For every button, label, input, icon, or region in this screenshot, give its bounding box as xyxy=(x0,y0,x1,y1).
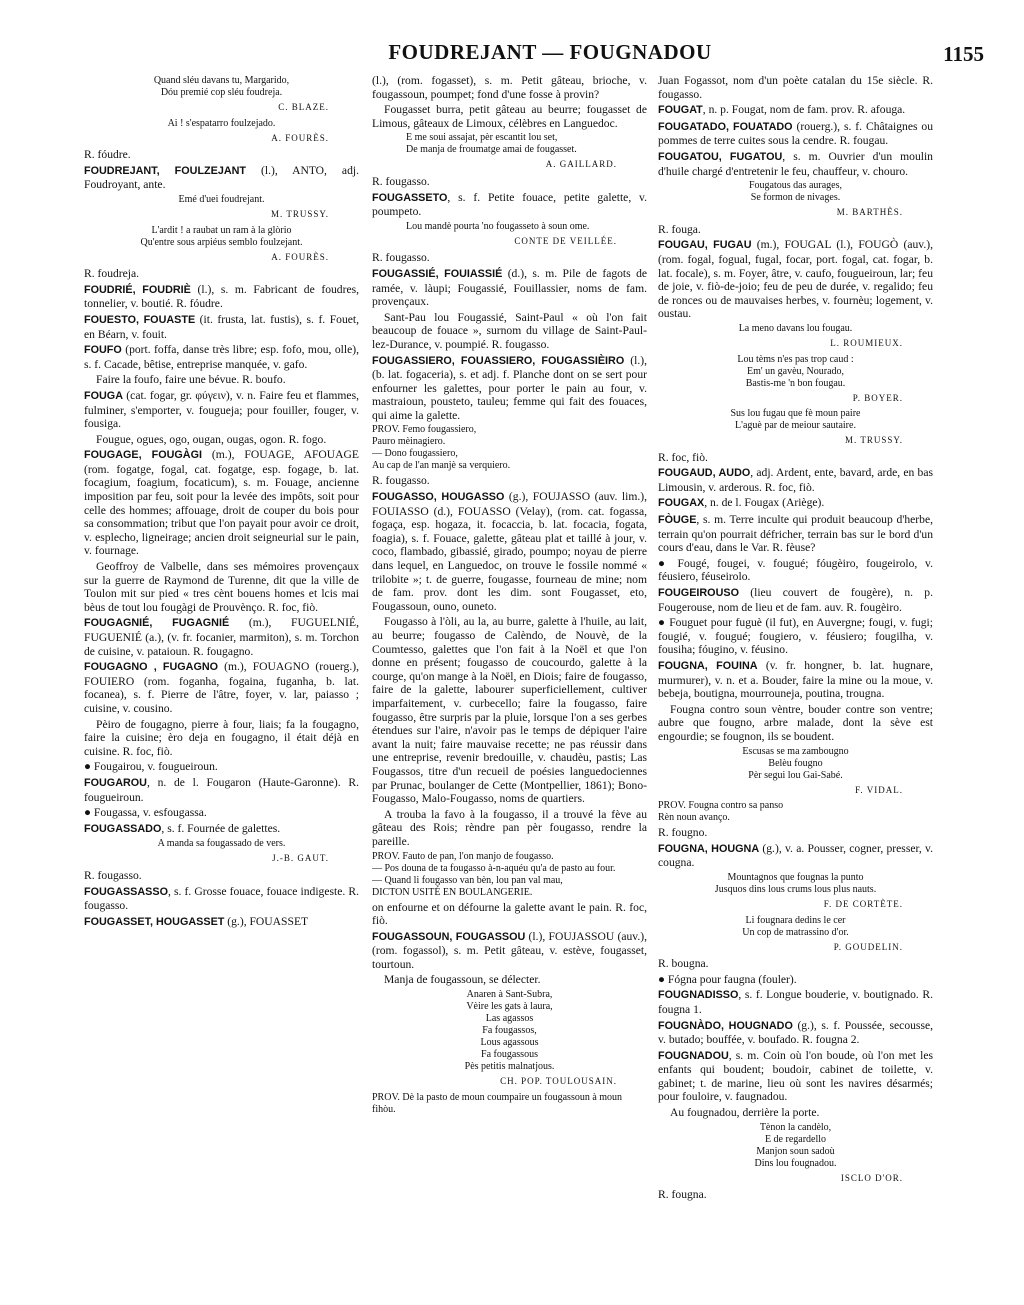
entry-headword: FOUGAGNO , FUGAGNO xyxy=(84,661,219,674)
paragraph: Fougna contro soun vèntre, bouder contre son ventre; aubre que fougno, arbre malade, dont la sève est engourdie; se fougnon, ils se boudent. xyxy=(658,702,933,743)
paragraph: R. fougasso. xyxy=(372,251,430,265)
verse-quote: Emé d'uei foudrejant. xyxy=(178,193,265,205)
entry-definition: , n. de l. Fougaron (Haute-Garonne). R. fougueiroun. xyxy=(84,775,359,804)
entry-headword: FOUGAU, FUGAU xyxy=(658,239,752,252)
entry-headword: FÒUGE xyxy=(658,514,697,527)
dictionary-entry xyxy=(84,389,359,431)
paragraph: Pèiro de fougagno, pierre à four, liais; fa la fougagno, faire la cuisine; èro deja en fougagno, il était déjà en cuisine. R. foc, fiò. xyxy=(84,717,359,758)
entry-definition: (g.), FOUASSET xyxy=(224,914,309,928)
quote-attribution: A. GAILLARD. xyxy=(545,159,617,170)
entry-headword: FOUGASSOUN, FOUGASSOU xyxy=(372,930,526,943)
verse-quote: A manda sa fougassado de vers. xyxy=(157,838,286,850)
entry-headword: FOUGASSO, HOUGASSO xyxy=(372,491,505,504)
dictionary-entry xyxy=(84,776,359,804)
entry-definition: (m.), FOUGAL (l.), FOUGÒ (auv.), (rom. fogal, fogual, fugal, focar, port. fogal, cat. fogar, b. lat. focale), s. m. Foyer, âtre, v. caufo, fougueiroun, lar; feu de joie, v. fiò-de-joio; feu de peu de durée, v. regalido; feu de ronces ou de mauvaises herbes, v. fournèu; logement, v. oustau. xyxy=(658,238,933,321)
quote-attribution: CH. POP. TOULOUSAIN. xyxy=(500,1076,617,1087)
quote-attribution: M. TRUSSY. xyxy=(271,208,329,219)
paragraph: R. fougasso. xyxy=(372,474,430,488)
quote-attribution: J.-B. GAUT. xyxy=(272,853,329,864)
dictionary-entry xyxy=(658,988,933,1016)
paragraph: Fougasso à l'òli, au la, au burre, galette à l'huile, au lait, au beurre; fougasso de Calèndo, de Nouvè, de la Coumtesso, galettes que l'on fait à la Noël et que l'on donne en présent; fougasso de coucourdo, galette à la courge, qu'on mange à la Noël, en Diois; faire de fougasso, faire de la galette, labourer superficiellement, cultiver imparfaitement, v. curbecello; faire la fougasso, faire fougasso, être surpris par la pluie, lorsque l'on a ses gerbes étendues sur l'aire, n'avoir pas le temps de dépiquer l'aire avant la nuit; faire mauvaise recette; ne pas réussir dans une entreprise, revenir bredouille, v. chaudèu, pastis; Las Fougassos, titre d'un recueil de poésies languedociennes par Prunac, boulanger de Cette (Montpellier, 1861); Bono-Fougasso, Malo-Fougasso, noms de quartiers. xyxy=(372,615,647,806)
entry-headword: FOUGASSETO xyxy=(372,191,448,204)
proverb: PROV. Fougna contro sa panso Rèn noun avanço. xyxy=(658,800,784,824)
paragraph: R. foudreja. xyxy=(84,267,140,281)
paragraph: R. fóudre. xyxy=(84,148,131,162)
dictionary-entry xyxy=(658,842,933,870)
paragraph: R. bougna. xyxy=(658,957,709,971)
quote-attribution: L. ROUMIEUX. xyxy=(830,337,903,348)
dictionary-entry xyxy=(84,164,359,192)
dictionary-entry xyxy=(658,513,933,555)
entry-headword: FOUDRIÉ, FOUDRIÈ xyxy=(84,283,191,296)
quote-attribution: A. FOURÈS. xyxy=(271,251,329,262)
entry-definition: (g.), FOUJASSO (auv. lim.), FOUIASSO (d.), FOUASSO (Velay), (rom. cat. fogassa, fogaça, esp. hogaza, it. focaccia, b. lat. focacia, fogata, foagia), s. f. Fouace, galette, gâteau plat et taillé à jour, v. coco, flambado, gibassié, girado, poumpo; noyau de pierre dans lequel, en Languedoc, on trouve le fossile nommé « trilobite »; t. de guerre, fougasse, fourneau de mine; nom de fam. prov. dont les dim. sont Fougasset, eto, Fougassoun, ouno, ouneto. xyxy=(372,490,647,613)
paragraph: A trouba la favo à la fougasso, il a trouvé la fève au gâteau des Rois; rèndre pan pèr fougasso, rendre la pareille. xyxy=(372,807,647,848)
entry-headword: FOUGNADISSO xyxy=(658,989,739,1002)
dictionary-entry xyxy=(658,150,933,178)
entry-headword: FOUFO xyxy=(84,344,122,357)
dictionary-entry xyxy=(84,616,359,658)
entry-definition: (m.), FOUAGE, AFOUAGE (rom. fogatge, fogal, cat. fogatge, esp. fogage, b. lat. focagium, foagium, focaticum), s. m. Fouage, ancienne imposition par feu, soit pour la levée des impôts, soit pour celle des hommes; affouage, droit de couper du bois pour sa consommation; tribut que l'on payait pour avoir ce droit, v. esplecho, ligneirage; ancien droit seigneurial sur le pain, v. fournage. xyxy=(84,448,359,558)
dictionary-entry xyxy=(658,1049,933,1104)
page-number: 1155 xyxy=(943,42,984,66)
verse-quote: Ai ! s'espatarro foulzejado. xyxy=(167,117,276,129)
entry-definition: (it. frusta, lat. fustis), s. f. Fouet, en Béarn, v. fouit. xyxy=(84,312,359,341)
verse-quote: Tènon la candèlo, E de regardello Manjon soun sadoù Dins lou fougnadou. xyxy=(754,1121,837,1169)
quote-attribution: A. FOURÈS. xyxy=(271,132,329,143)
paragraph: Sant-Pau lou Fougassié, Saint-Paul « où l'on fait beaucoup de fouace », surnom du village de Saint-Paul-lez-Durance, v. poumpié. R. fougasso. xyxy=(372,310,647,351)
entry-headword: FOUGAUD, AUDO xyxy=(658,467,751,480)
entry-definition: , n. de l. Fougax (Ariège). xyxy=(704,496,825,510)
entry-headword: FOUDREJANT, FOULZEJANT xyxy=(84,164,247,177)
entry-headword: FOUGASSASSO xyxy=(84,885,168,898)
paragraph: R. fougna. xyxy=(658,1188,707,1202)
paragraph: R. fouga. xyxy=(658,222,701,236)
paragraph: on enfourne et on défourne la galette avant le pain. R. foc, fiò. xyxy=(372,900,647,928)
entry-definition: (l.), ANTO, adj. Foudroyant, ante. xyxy=(84,163,359,192)
dictionary-entry xyxy=(658,120,933,148)
entry-definition: (rouerg.), s. f. Châtaignes ou pommes de terre cuites sous la cendre. R. fougau. xyxy=(658,119,933,148)
entry-headword: FOUGA xyxy=(84,389,123,402)
quote-attribution: ISCLO D'OR. xyxy=(840,1172,903,1183)
verse-quote: La meno davans lou fougau. xyxy=(738,322,853,334)
verse-quote: Lou tèms n'es pas trop caud : Em' un gavèu, Nourado, Bastis-me 'n bon fougau. xyxy=(737,353,854,389)
quote-attribution: C. BLAZE. xyxy=(278,102,329,112)
dictionary-entry xyxy=(658,586,933,614)
paragraph: R. foc, fiò. xyxy=(658,450,708,464)
entry-definition: , s. m. Ouvrier d'un moulin d'huile chargé d'entretenir le feu, chauffeur, v. chouro. xyxy=(658,149,933,178)
dictionary-entry xyxy=(658,659,933,701)
paragraph: ● Fógna pour faugna (fouler). xyxy=(658,972,797,986)
dictionary-entry xyxy=(84,283,359,311)
quote-attribution: P. BOYER. xyxy=(852,392,903,403)
dictionary-entry xyxy=(84,343,359,371)
verse-quote: Li fougnara dedins le cer Un cop de matrassino d'or. xyxy=(742,914,849,938)
verse-quote: Sus lou fugau que fè moun paire L'aguè par de meiour sautaire. xyxy=(730,408,861,432)
entry-definition: (m.), FUGUELNIÉ, FUGUENIÉ (a.), (v. fr. focanier, marmiton), s. m. Torchon de cuisine, v. pataioun. R. fougagno. xyxy=(84,616,359,658)
paragraph: Manja de fougassoun, se délecter. xyxy=(384,973,541,987)
entry-headword: FOUGASSADO xyxy=(84,822,162,835)
entry-definition: (l.), FOUJASSOU (auv.), (rom. fogassol), s. m. Petit gâteau, v. estève, fougasset, tourtoun. xyxy=(372,929,647,971)
column-right xyxy=(658,74,933,1289)
paragraph: ● Fouguet pour fuguè (il fut), en Auvergne; fougi, v. fugi; fougié, v. fougué; fougiero, v. féusiero; fougilha, v. fousiha; fóugino, v. féusino. xyxy=(658,616,933,657)
column-left xyxy=(84,74,359,1289)
entry-headword: FOUGASSIÉ, FOUIASSIÉ xyxy=(372,267,503,280)
entry-definition: , s. f. Petite fouace, petite galette, v. poumpeto. xyxy=(372,190,647,219)
entry-headword: FOUGEIROUSO xyxy=(658,587,739,600)
verse-quote: Quand sléu davans tu, Margarido, Dóu premié cop sléu foudreja. xyxy=(153,75,290,98)
paragraph: Juan Fogassot, nom d'un poète catalan du 15e siècle. R. fougasso. xyxy=(658,74,933,101)
proverb: PROV. Fauto de pan, l'on manjo de fougasso. — Pos douna de ta fougasso à-n-aquéu qu'a de pasto au four. — Quand li fougasso van bèn, lou pan val mau, DICTON USITÉ EN BOULANGERIE. xyxy=(372,850,616,898)
entry-headword: FOUGATADO, FOUATADO xyxy=(658,120,793,133)
dictionary-entry xyxy=(372,930,647,972)
entry-definition: , s. f. Fournée de galettes. xyxy=(161,821,281,835)
verse-quote: L'ardit ! a raubat un ram à la glòrio Qu'entre sous arpiéus semblo foulzejant. xyxy=(140,224,303,248)
entry-definition: (d.), s. m. Pile de fagots de ramée, v. làupi; Fougassié, Fouillassier, noms de fam. provençaux. xyxy=(372,266,647,309)
entry-definition: , s. m. Terre inculte qui produit beaucoup d'herbe, terrain qu'on pourrait défricher, terrain bas sur le bord d'un cours d'eau, dans le Var. R. fèuse? xyxy=(658,513,933,555)
paragraph: (l.), (rom. fogasset), s. m. Petit gâteau, brioche, v. fougassoun, poumpet; fond d'une fosse à provin? xyxy=(372,74,647,101)
entry-definition: , adj. Ardent, ente, bavard, arde, en bas Limousin, v. arderous. R. foc, fiò. xyxy=(658,466,933,494)
entry-definition: (g.), v. a. Pousser, cogner, presser, v. cougna. xyxy=(658,841,933,870)
entry-headword: FOUGAGE, FOUGÀGI xyxy=(84,449,202,462)
verse-quote: Fougatous das aurages, Se formon de nivages. xyxy=(748,180,843,204)
paragraph: Au fougnadou, derrière la porte. xyxy=(670,1106,820,1120)
entry-definition: , n. p. Fougat, nom de fam. prov. R. afouga. xyxy=(702,103,906,117)
entry-headword: FOUGAROU xyxy=(84,776,147,789)
dictionary-entry xyxy=(372,490,647,613)
entry-definition: (m.), FOUAGNO (rouerg.), FOUIERO (rom. foganha, fogaina, fuganha, b. lat. focanea), s. f. Pierre de l'âtre, foyer, v. lar, paiasso ; cuisine, v. cousino. xyxy=(84,660,359,715)
entry-definition: (cat. fogar, gr. φύγειν), v. n. Faire feu et flammes, fulminer, s'emporter, v. fougueja; pour fouiller, fouger, v. fousiga. xyxy=(84,388,359,431)
proverb: PROV. Femo fougassiero, Pauro mèinagiero. — Dono fougassiero, Au cap de l'an manjè sa verquiero. xyxy=(372,424,511,472)
entry-definition: (port. foffa, danse très libre; esp. fofo, mou, olle), s. f. Cacade, bêtise, entreprise manquée, v. gafo. xyxy=(84,343,359,371)
verse-quote: Mountagnos que fougnas la punto Jusquos dins lous crums lous plus nauts. xyxy=(714,871,877,895)
dictionary-entry xyxy=(84,915,359,930)
verse-quote: Anaren à Sant-Subra, Vèire les gats à laura, Las agassos Fa fougassos, Lous agassous Fa fougassous Pès petitis malnatjous. xyxy=(464,989,555,1073)
dictionary-entry xyxy=(658,103,933,118)
entry-headword: FOUGNA, FOUINA xyxy=(658,660,758,672)
verse-quote: E me soui assajat, pèr escantit lou set, De manja de froumatge amai de fougasset. xyxy=(406,132,577,156)
quote-attribution: M. TRUSSY. xyxy=(845,435,903,446)
quote-attribution: F. DE CORTÈTE. xyxy=(823,898,903,909)
dictionary-entry xyxy=(84,313,359,341)
paragraph: R. fougasso. xyxy=(84,868,142,882)
proverb: PROV. Dè la pasto de moun coumpaire un fougassoun à moun fihòu. xyxy=(372,1091,623,1115)
dictionary-entry xyxy=(84,885,359,913)
entry-headword: FOUGAX xyxy=(658,497,705,510)
quote-attribution: M. BARTHÈS. xyxy=(836,207,903,218)
paragraph: Fougasset burra, petit gâteau au beurre; fougasset de Limous, gâteaux de Limoux, célèbres en Languedoc. xyxy=(372,103,647,130)
entry-definition: (v. fr. hongner, b. lat. hugnare, murmurer), v. n. et a. Bouder, faire la mine ou la moue, v. bebeja, boutigna, mourrouneja, poutina, trougna. xyxy=(658,659,933,701)
dictionary-entry xyxy=(84,822,359,837)
quote-attribution: F. VIDAL. xyxy=(855,784,903,795)
entry-definition: , s. m. Coin où l'on boude, où l'on met les enfants qui boudent; boudoir, cabinet de toilette, v. gabinet; t. de marine, lieu où sont les navires désarmés; pour fouloire, v. faugnadou. xyxy=(658,1048,933,1104)
verse-quote: Lou mandè pourta 'no fougasseto à soun ome. xyxy=(406,220,590,232)
entry-headword: FOUGAGNIÉ, FUGAGNIÉ xyxy=(84,617,230,630)
paragraph: Geoffroy de Valbelle, dans ses mémoires provençaux sur la guerre de Raymond de Turenne, dit que la ville de Toulon mit sur pied « tres cènt bouens homes et lcis mai bèus de tout lou fougàgi de Prouvènço. R. foc, fiò. xyxy=(84,560,359,614)
dictionary-entry xyxy=(658,238,933,321)
paragraph: ● Fougé, fougei, v. fougué; fóugèiro, fougeirolo, v. féusiero, féuseirolo. xyxy=(658,556,933,584)
dictionary-entry xyxy=(372,267,647,309)
entry-headword: FOUGNA, HOUGNA xyxy=(658,842,760,855)
entry-headword: FOUESTO, FOUASTE xyxy=(84,313,196,326)
entry-definition: , s. f. Longue bouderie, v. boutignado. R. fougna 1. xyxy=(658,988,933,1016)
column-middle xyxy=(372,74,647,1289)
entry-definition: (l.), (b. lat. fogaceria), s. et adj. f. Planche dont on se sert pour enfourner les galettes, pour porter le pain au four, v. mastraioun, pousteto, tauleu; femme qui fait des fouaces, qui aime la galette. xyxy=(372,353,647,422)
paragraph: Fougue, ogues, ogo, ougan, ougas, ogon. R. fogo. xyxy=(96,432,327,446)
dictionary-entry xyxy=(658,496,933,511)
paragraph: ● Fougairou, v. fougueiroun. xyxy=(84,760,218,774)
paragraph: R. fougasso. xyxy=(372,174,430,188)
running-head: FOUDREJANT — FOUGNADOU xyxy=(388,40,712,64)
dictionary-entry xyxy=(372,354,647,423)
paragraph: ● Fougassa, v. esfougassa. xyxy=(84,806,207,820)
entry-definition: , s. f. Grosse fouace, fouace indigeste. R. fougasso. xyxy=(84,884,359,913)
entry-definition: (lieu couvert de fougère), n. p. Fougerouse, nom de lieu et de fam. auv. R. fougèiro. xyxy=(658,586,933,614)
entry-headword: FOUGNADOU xyxy=(658,1049,729,1062)
dictionary-entry xyxy=(658,1019,933,1047)
entry-headword: FOUGATOU, FUGATOU xyxy=(658,150,783,163)
entry-definition: (g.), s. f. Poussée, secousse, v. butado; bouffée, v. boufado. R. fougna 2. xyxy=(658,1018,933,1047)
paragraph: R. fougno. xyxy=(658,826,708,840)
entry-headword: FOUGASSET, HOUGASSET xyxy=(84,915,225,928)
quote-attribution: CONTE DE VEILLÉE. xyxy=(514,235,617,246)
dictionary-entry xyxy=(84,660,359,715)
entry-definition: (l.), s. m. Fabricant de foudres, tonnelier, v. boutié. R. fóudre. xyxy=(84,282,359,311)
entry-headword: FOUGASSIERO, FOUASSIERO, FOUGASSIÈIRO xyxy=(372,354,625,367)
verse-quote: Escusas se ma zambougno Belèu fougno Pèr segui lou Gai-Sabé. xyxy=(742,745,849,781)
entry-headword: FOUGAT xyxy=(658,104,703,117)
quote-attribution: P. GOUDELIN. xyxy=(833,941,903,952)
paragraph: Faire la foufo, faire une bévue. R. boufo. xyxy=(96,373,286,387)
entry-headword: FOUGNÀDO, HOUGNADO xyxy=(658,1019,793,1032)
dictionary-entry xyxy=(84,448,359,558)
dictionary-entry xyxy=(658,466,933,494)
dictionary-entry xyxy=(372,191,647,219)
